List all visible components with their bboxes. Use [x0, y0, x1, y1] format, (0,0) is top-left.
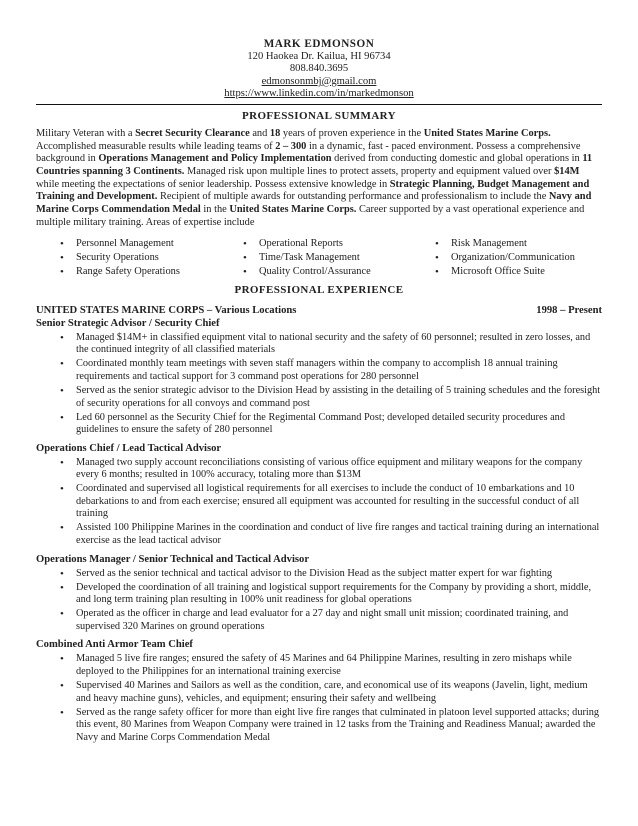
summary-bold: Navy and Marine Corps Commendation Medal — [36, 191, 592, 216]
skills-column-1 — [36, 237, 219, 280]
bullet-item: • Supervised 40 Marines and Sailors as well as the condition, care, and economical use of its weapons (Javelin, light, medium and heavy machine guns), vehicles, and equipment; ensuring their safety and wellbeing — [36, 680, 602, 705]
summary-text: Managed risk upon multiple lines to protect assets, property and equipment valued over — [184, 166, 555, 178]
role-bullets — [36, 653, 602, 744]
summary-bold: $14M — [554, 166, 580, 178]
employer-name: UNITED STATES MARINE CORPS – Various Locations — [36, 305, 297, 317]
summary-text: Recipient of multiple awards for outstanding performance and professionalism to include the — [157, 191, 549, 203]
skill-item: • Organization/Communication — [411, 251, 602, 265]
summary-text: Accomplished measurable results while leading teams of — [36, 140, 276, 152]
summary-text: Career supported by a vast operational experience and multiple military training. Areas of expertise include — [36, 204, 585, 228]
summary-text: and — [249, 127, 270, 139]
bullet-item: • Served as the senior technical and tactical advisor to the Division Head as the subject matter expert for war fighting — [36, 568, 602, 581]
bullet-item: • Served as the range safety officer for more than eight live fire ranges that culminated in platoon level supported attacks; during this event, 80 Marines from Weapon Company were trained in 12 tasks from the Training and Readiness Manual; awarded the Navy and Marine Corps Commendation Medal — [36, 707, 602, 745]
skill-item: • Range Safety Operations — [36, 265, 219, 279]
summary-bold: Strategic Planning, Budget Management and Training and Development. — [36, 178, 590, 203]
summary-text: while meeting the expectations of senior leadership. Possess extensive knowledge in — [36, 178, 390, 190]
skills-column-3 — [411, 237, 602, 280]
bullet-item: • Managed two supply account reconciliations consisting of various office equipment and military weapons for the company every 6 months; resulted in 100% accuracy, totaling more than $13M — [36, 457, 602, 482]
bullet-item: • Developed the coordination of all training and logistical support requirements for the Company by providing a short, middle, and long term training plan resulting in 100% unit readiness for global operations — [36, 582, 602, 607]
resume-page — [36, 38, 602, 744]
skill-item: • Security Operations — [36, 251, 219, 265]
summary-text: years of proven experience in the — [280, 127, 424, 139]
employer-line — [36, 305, 602, 318]
role-bullets — [36, 332, 602, 437]
role-title: Combined Anti Armor Team Chief — [36, 639, 193, 651]
summary-bold: United States Marine Corps. — [229, 204, 357, 216]
linkedin-link[interactable]: https://www.linkedin.com/in/markedmonson — [224, 88, 414, 100]
skills-list — [36, 237, 602, 280]
bullet-item: • Managed 5 live fire ranges; ensured the safety of 45 Marines and 64 Philippine Marines, resulting in zero mishaps while deployed to the Philippines for an international training exercise — [36, 653, 602, 678]
summary-paragraph — [36, 128, 602, 230]
bullet-item: • Led 60 personnel as the Security Chief for the Regimental Command Post; developed detailed security procedures and guidelines to ensure the safety of 280 personnel — [36, 412, 602, 437]
employment-dates: 1998 – Present — [536, 305, 602, 317]
summary-bold: Operations Management and Policy Implementation — [98, 153, 332, 165]
candidate-name: MARK EDMONSON — [263, 38, 375, 50]
skill-item: • Microsoft Office Suite — [411, 265, 602, 279]
contact-header — [36, 38, 602, 101]
bullet-item: • Served as the senior strategic advisor to the Division Head by assisting in the detailing of 5 training schedules and the foresight of security operations for all convoys and command post — [36, 385, 602, 410]
skill-item: • Personnel Management — [36, 237, 219, 251]
summary-heading: PROFESSIONAL SUMMARY — [242, 109, 396, 122]
header-divider — [36, 104, 602, 105]
bullet-item: • Assisted 100 Philippine Marines in the coordination and conduct of live fire ranges and tactical training during an international exercise as the lead tactical advisor — [36, 522, 602, 547]
experience-heading: PROFESSIONAL EXPERIENCE — [234, 284, 404, 297]
email-link[interactable]: edmonsonmbj@gmail.com — [261, 75, 377, 87]
role-title: Operations Manager / Senior Technical and Tactical Advisor — [36, 553, 310, 565]
skill-item: • Time/Task Management — [219, 251, 411, 265]
summary-text: in the — [200, 204, 230, 216]
summary-text: Military Veteran with a — [36, 127, 136, 139]
address: 120 Haokea Dr. Kailua, HI 96734 — [247, 50, 391, 62]
summary-bold: Secret Security Clearance — [135, 127, 250, 139]
role-bullets — [36, 568, 602, 634]
role-title: Operations Chief / Lead Tactical Advisor — [36, 442, 222, 454]
summary-bold: 2 – 300 — [275, 140, 307, 152]
summary-text: in a dynamic, fast - paced environment. Possess a comprehensive background in — [36, 140, 581, 165]
summary-bold: United States Marine Corps. — [423, 127, 551, 139]
summary-bold: 11 Countries spanning 3 Continents. — [36, 153, 593, 178]
bullet-item: • Operated as the officer in charge and lead evaluator for a 27 day and night small unit mission; coordinated training, and supervised 320 Marines on ground operations — [36, 608, 602, 633]
skill-item: • Risk Management — [411, 237, 602, 251]
summary-text: derived from conducting domestic and global operations in — [331, 153, 583, 165]
skill-item: • Operational Reports — [219, 237, 411, 251]
bullet-item: • Managed $14M+ in classified equipment vital to national security and the safety of 60 personnel; resulted in zero losses, and the continued integrity of all classified materials — [36, 332, 602, 357]
role-title: Senior Strategic Advisor / Security Chief — [36, 317, 220, 329]
summary-bold: 18 — [269, 127, 281, 139]
bullet-item: • Coordinated monthly team meetings with seven staff managers within the company to accomplish 18 annual training requirements and tactical support for 3 command post operations for 280 personnel — [36, 358, 602, 383]
bullet-item: • Coordinated and supervised all logistical requirements for all exercises to include the conduct of 10 embarkations and 10 debarkations to and from each exercise; ensured all equipment was accounted for resulting in the successful conduct of all training — [36, 483, 602, 521]
skill-item: • Quality Control/Assurance — [219, 265, 411, 279]
skills-column-2 — [219, 237, 411, 280]
role-bullets — [36, 457, 602, 548]
phone: 808.840.3695 — [289, 63, 349, 75]
